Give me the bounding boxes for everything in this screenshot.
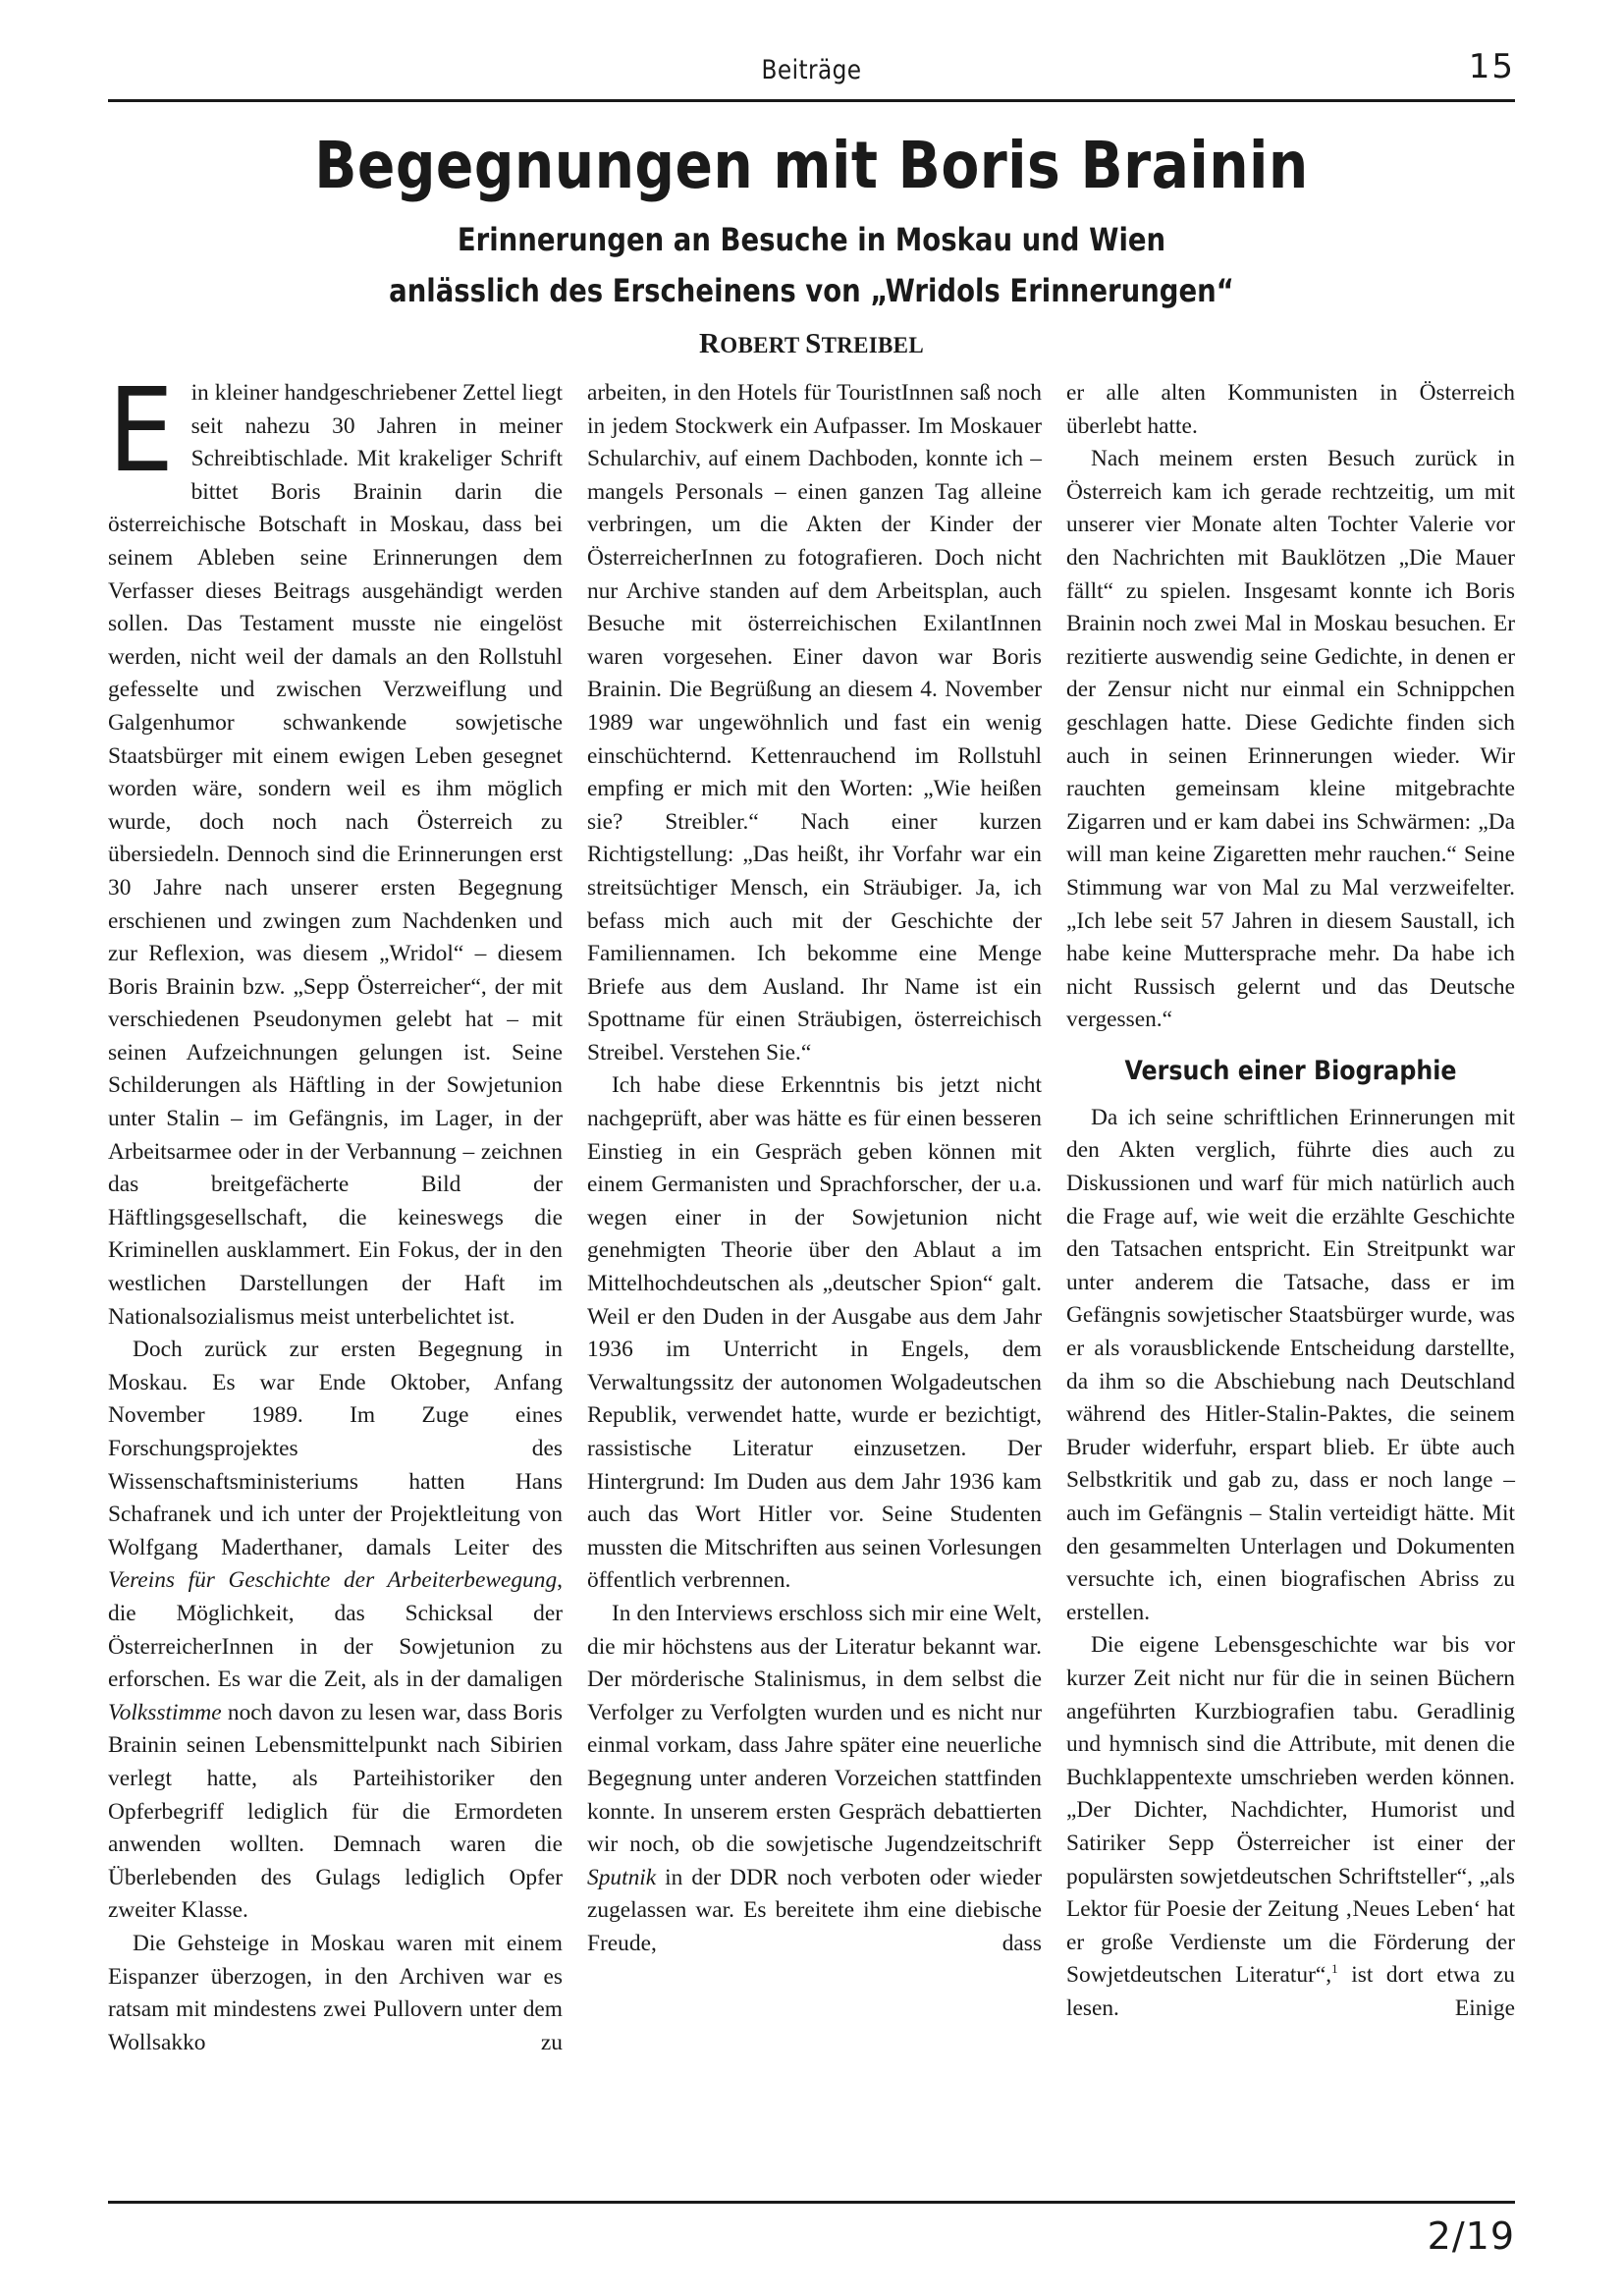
footer-rule	[108, 2201, 1515, 2204]
section-label: Beiträge	[761, 55, 862, 85]
paragraph: Nach meinem ersten Besuch zurück in Österreich kam ich gerade rechtzeitig, um mit unserer vier Monate alten Tochter Valerie vor den Nachrichten mit Bauklötzen „Die Mauer fällt“ zu spielen. Insgesamt konnte ich Boris Brainin noch zwei Mal in Moskau besuchen. Er rezitierte auswendig seine Gedichte, in denen er der Zensur nicht nur einmal ein Schnippchen geschlagen hatte. Diese Gedichte finden sich auch in seinen Erinnerungen wieder. Wir rauchten gemeinsam kleine mitgebrachte Zigarren und er kam dabei ins Schwärmen: „Da will man keine Zigaretten mehr rauchen.“ Seine Stimmung war von Mal zu Mal verzweifelter. „Ich lebe seit 57 Jahren in diesem Saustall, ich habe keine Muttersprache mehr. Da habe ich nicht Russisch gelernt und das Deutsche vergessen.“	[1066, 446, 1515, 1033]
paragraph: Ich habe diese Erkenntnis bis jetzt nicht nachgeprüft, aber was hätte es für einen besseren Einstieg in ein Gespräch geben können mit einem Germanisten und Sprachforscher, der u.a. wegen einer in der Sowjetunion nicht genehmigten Theorie über den Ablaut a im Mittelhochdeutschen als „deutscher Spion“ galt. Weil er den Duden in der Ausgabe aus dem Jahr 1936 im Unterricht in Engels, dem Verwaltungssitz der autonomen Wolgadeutschen Republik, verwendet hatte, wurde er bezichtigt, rassistische Literatur einzusetzen. Der Hintergrund: Im Duden aus dem Jahr 1936 kam auch das Wort Hitler vor. Seine Studenten mussten die Mitschriften aus seinen Vorlesungen öffentlich verbrennen.	[587, 1072, 1042, 1594]
author-byline: ROBERT STREIBEL	[699, 328, 924, 359]
paragraph: In den Interviews erschloss sich mir eine Welt, die mir höchstens aus der Literatur bekannt war. Der mörderische Stalinismus, in dem selbst die Verfolger zu Verfolgten wurden und es nicht nur einmal vorkam, dass Jahre später eine neuerliche Begegnung unter anderen Vorzeichen stattfinden konnte. In unserem ersten Gespräch debattierten wir noch, ob die sowjetische Jugendzeitschrift Sputnik in der DDR noch verboten oder wieder zugelassen war. Es bereitete ihm eine diebische Freude, dass	[587, 1600, 1042, 1956]
drop-cap: E	[108, 362, 175, 498]
subtitle-line-2: anlässlich des Erscheinens von „Wridols Erinnerungen“	[389, 272, 1234, 309]
paragraph: er alle alten Kommunisten in Österreich überlebt hatte.	[1066, 380, 1515, 439]
paragraph: Da ich seine schriftlichen Erinnerungen mit den Akten verglich, führte dies auch zu Diskussionen und warf für mich natürlich auch die Frage auf, wie weit die erzählte Geschichte den Tatsachen entspricht. Ein Streitpunkt war unter anderem die Tatsache, dass er im Gefängnis sowjetischer Staatsbürger wurde, was er als vorausblickende Entscheidung darstellte, da ihm so die Abschiebung nach Deutschland während des Hitler-Stalin-Paktes, die seinem Bruder widerfuhr, erspart blieb. Er übte auch Selbstkritik und gab zu, dass er noch lange – auch im Gefängnis – Stalin verteidigt hätte. Mit den gesammelten Unterlagen und Dokumenten versuchte ich, einen biografischen Abriss zu erstellen.	[1066, 1104, 1515, 1625]
paragraph: Die Gehsteige in Moskau waren mit einem Eispanzer überzogen, in den Archiven war es ratsam mit mindestens zwei Pullovern unter dem Wollsakko zu	[108, 1930, 563, 2055]
header-rule	[108, 99, 1515, 102]
italic-title: Vereins für Geschichte der Arbeiterbewegung	[108, 1567, 558, 1594]
column-3	[1066, 377, 1515, 2184]
running-header	[108, 47, 1515, 90]
article-title: Begegnungen mit Boris Brainin	[314, 128, 1309, 203]
footnote-marker[interactable]: 1	[1331, 1961, 1338, 1977]
article-body	[108, 362, 1515, 2184]
paragraph: Doch zurück zur ersten Begegnung in Moskau. Es war Ende Oktober, Anfang November 1989. Im Zuge eines Forschungsprojektes des Wissenschaftsministeriums hatten Hans Schafranek und ich unter der Projektleitung von Wolfgang Maderthaner, damals Leiter des Vereins für Geschichte der Arbeiterbewegung, die Möglichkeit, das Schicksal der ÖsterreicherInnen in der Sowjetunion zu erforschen. Es war die Zeit, als in der damaligen Volksstimme noch davon zu lesen war, dass Boris Brainin seinen Lebensmittelpunkt nach Sibirien verlegt hatte, als Parteihistoriker den Opferbegriff lediglich für die Ermordeten anwenden wollten. Demnach waren die Überlebenden des Gulags lediglich Opfer zweiter Klasse.	[108, 1337, 563, 1924]
issue-number: 2/19	[1427, 2214, 1515, 2258]
article-subtitle	[206, 214, 1416, 316]
section-heading: Versuch einer Biographie	[1124, 1055, 1457, 1086]
column-2	[587, 377, 1042, 2184]
paragraph: Die eigene Lebensgeschichte war bis vor kurzer Zeit nicht nur für die in seinen Büchern angeführten Kurzbiografien tabu. Geradlinig und hymnisch sind die Attribute, mit denen die Buchklappentexte umschrieben werden können. „Der Dichter, Nachdichter, Humorist und Satiriker Sepp Österreicher ist einer der populärsten sowjetdeutschen Schriftsteller“, „als Lektor für Poesie der Zeitung ‚Neues Leben‘ hat er große Verdienste um die Förderung der Sowjetdeutschen Literatur“,$^1$ ist dort etwa zu lesen. Einige	[1066, 1632, 1515, 2021]
italic-title: Volksstimme	[108, 1699, 222, 1725]
paragraph: arbeiten, in den Hotels für TouristInnen saß noch in jedem Stockwerk ein Aufpasser. Im Moskauer Schularchiv, auf einem Dachboden, konnte ich – mangels Personals – einen ganzen Tag alleine verbringen, um die Akten der Kinder der ÖsterreicherInnen zu fotografieren. Doch nicht nur Archive standen auf dem Arbeitsplan, auch Besuche mit österreichischen ExilantInnen waren vorgesehen. Einer davon war Boris Brainin. Die Begrüßung an diesem 4. November 1989 war ungewöhnlich und fast ein wenig einschüchternd. Kettenrauchend im Rollstuhl empfing er mich mit den Worten: „Wie heißen sie? Streibler.“ Nach einer kurzen Richtigstellung: „Das heißt, ihr Vorfahr war ein streitsüchtiger Mensch, ein Sträubiger. Ja, ich befass mich auch mit der Geschichte der Familiennamen. Ich bekomme eine Menge Briefe aus dem Ausland. Ihr Name ist ein Spottname für einen Sträubigen, österreichisch Streibel. Verstehen Sie.“	[587, 380, 1042, 1066]
italic-title: Sputnik	[587, 1864, 657, 1890]
column-1	[108, 362, 563, 2184]
page-number: 15	[1468, 47, 1515, 86]
subtitle-line-1: Erinnerungen an Besuche in Moskau und Wien	[457, 221, 1166, 258]
article-header	[108, 124, 1515, 360]
paragraph: Ein kleiner handgeschriebener Zettel liegt seit nahezu 30 Jahren in meiner Schreibtischlade. Mit krakeliger Schrift bittet Boris Brainin darin die österreichische Botschaft in Moskau, dass bei seinem Ableben seine Erinnerungen dem Verfasser dieses Beitrags ausgehändigt werden sollen. Das Testament musste nie eingelöst werden, nicht weil der damals an den Rollstuhl gefesselte und zwischen Verzweiflung und Galgenhumor schwankende sowjetische Staatsbürger mit einem ewigen Leben gesegnet worden wäre, sondern weil es ihm möglich wurde, doch noch nach Österreich zu übersiedeln. Dennoch sind die Erinnerungen erst 30 Jahre nach unserer ersten Begegnung erschienen und zwingen zum Nachdenken und zur Reflexion, was diesem „Wridol“ – diesem Boris Brainin bzw. „Sepp Österreicher“, der mit verschiedenen Pseudonymen gelebt hat – mit seinen Aufzeichnungen gelungen ist. Seine Schilderungen als Häftling in der Sowjetunion unter Stalin – im Gefängnis, im Lager, in der Arbeitsarmee oder in der Verbannung – zeichnen das breitgefächerte Bild der Häftlingsgesellschaft, die keineswegs die Kriminellen ausklammert. Ein Fokus, der in den westlichen Darstellungen der Haft im Nationalsozialismus meist unterbelichtet ist.	[108, 362, 563, 1330]
